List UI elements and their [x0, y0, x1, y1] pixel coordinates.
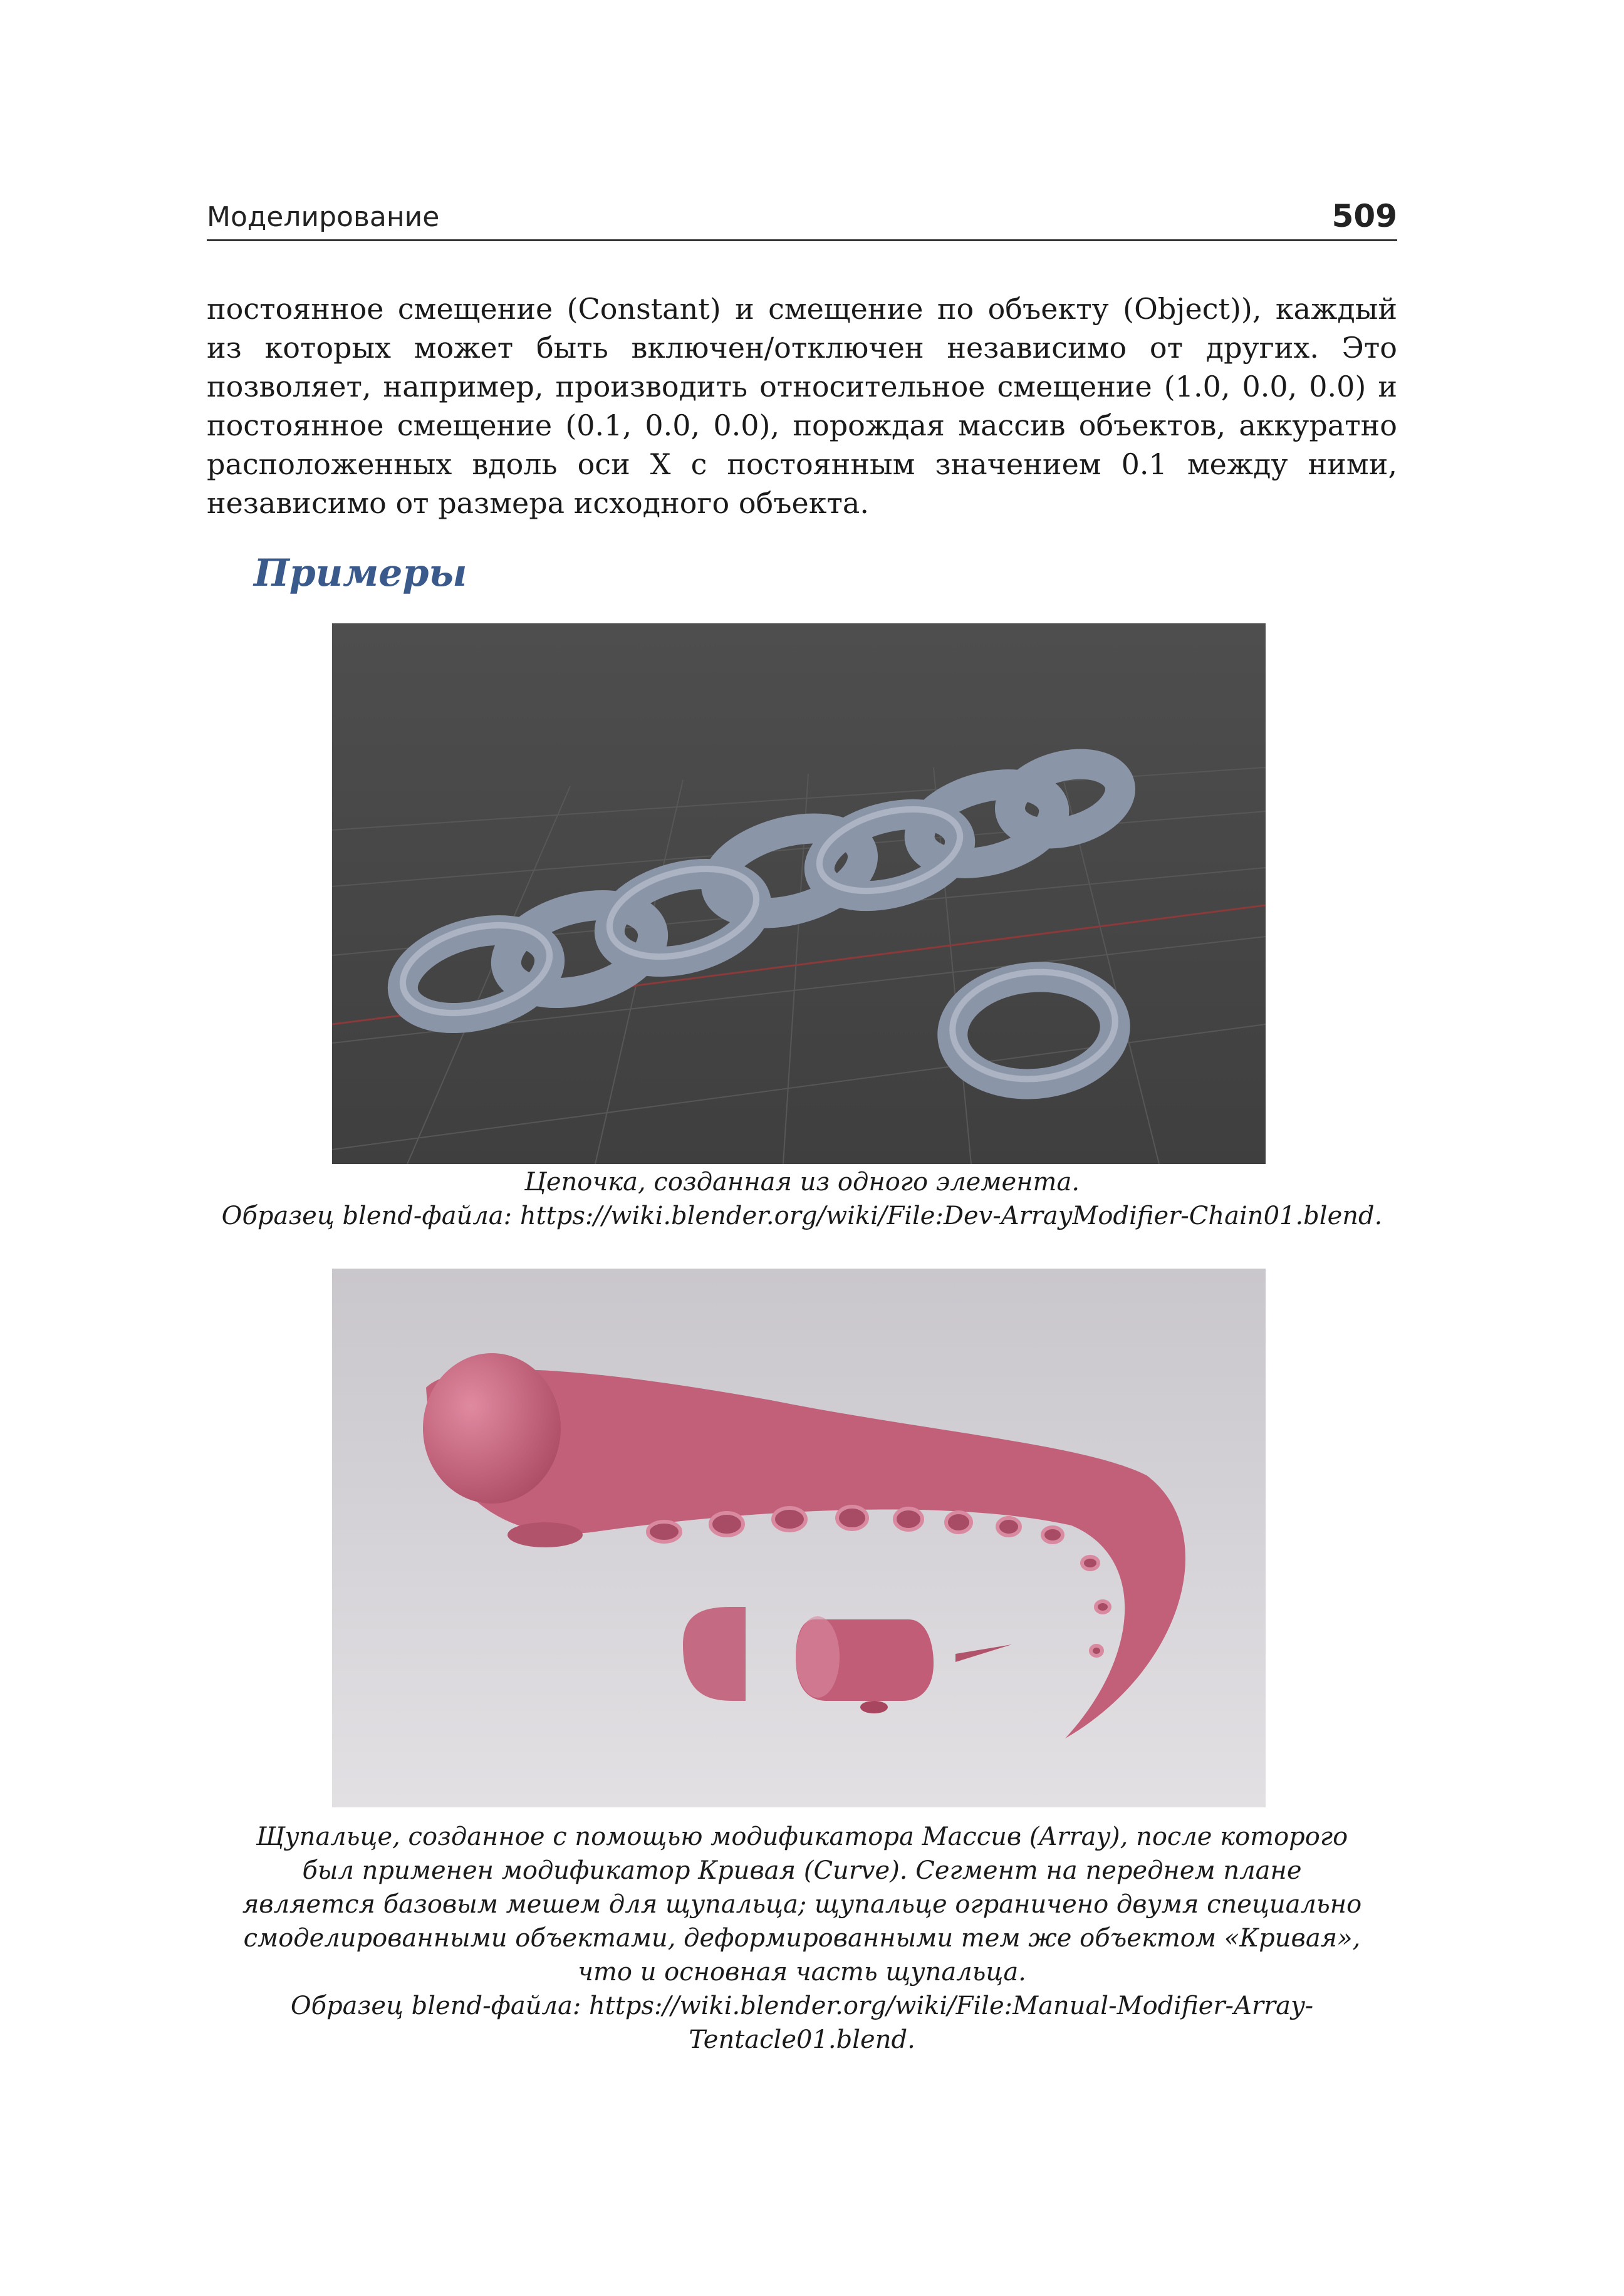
caption-line: был применен модификатор Кривая (Curve). Сегмент на переднем плане [302, 1856, 1302, 1885]
tentacle-caption [188, 1820, 1416, 2057]
chain-caption [188, 1165, 1416, 1233]
section-name: Моделирование [207, 201, 440, 233]
caption-line: что и основная часть щупальца. [578, 1958, 1026, 1987]
tentacle-tip-sphere [423, 1353, 561, 1504]
caption-line: Щупальце, созданное с помощью модификатора Массив (Array), после которого [256, 1822, 1348, 1851]
caption-line: является базовым мешем для щупальца; щупальце ограничено двумя специально [242, 1890, 1362, 1919]
tentacle-illustration [332, 1269, 1266, 1807]
caption-source-line: Образец blend-файла: https://wiki.blender.org/wiki/File:Dev-ArrayModifier-Chain01.blend. [221, 1202, 1383, 1230]
caption-source-line: Образец blend-файла: https://wiki.blender.org/wiki/File:Manual-Modifier-Array-Tentacle01.blend. [290, 1992, 1314, 2054]
chain-illustration [332, 623, 1266, 1164]
section-heading: Примеры [254, 551, 467, 595]
page-number: 509 [1331, 198, 1397, 234]
caption-line: Цепочка, созданная из одного элемента. [524, 1168, 1080, 1197]
caption-line: смоделированными объектами, деформированными тем же объектом «Кривая», [243, 1924, 1361, 1953]
chain-figure [332, 623, 1266, 1164]
running-header [207, 194, 1397, 241]
body-paragraph: постоянное смещение (Constant) и смещение по объекту (Object)), каждый из которых может быть включен/отключен независимо от других. Это позволяет, например, производить относительное смещение (1.0, 0.0, 0.0) и постоянное смещение (0.1, 0.0, 0.0), порождая массив объектов, аккуратно расположенных вдоль оси X с постоянным значением 0.1 между ними, независимо от размера исходного объекта. [207, 292, 1397, 520]
tentacle-figure [332, 1269, 1266, 1807]
